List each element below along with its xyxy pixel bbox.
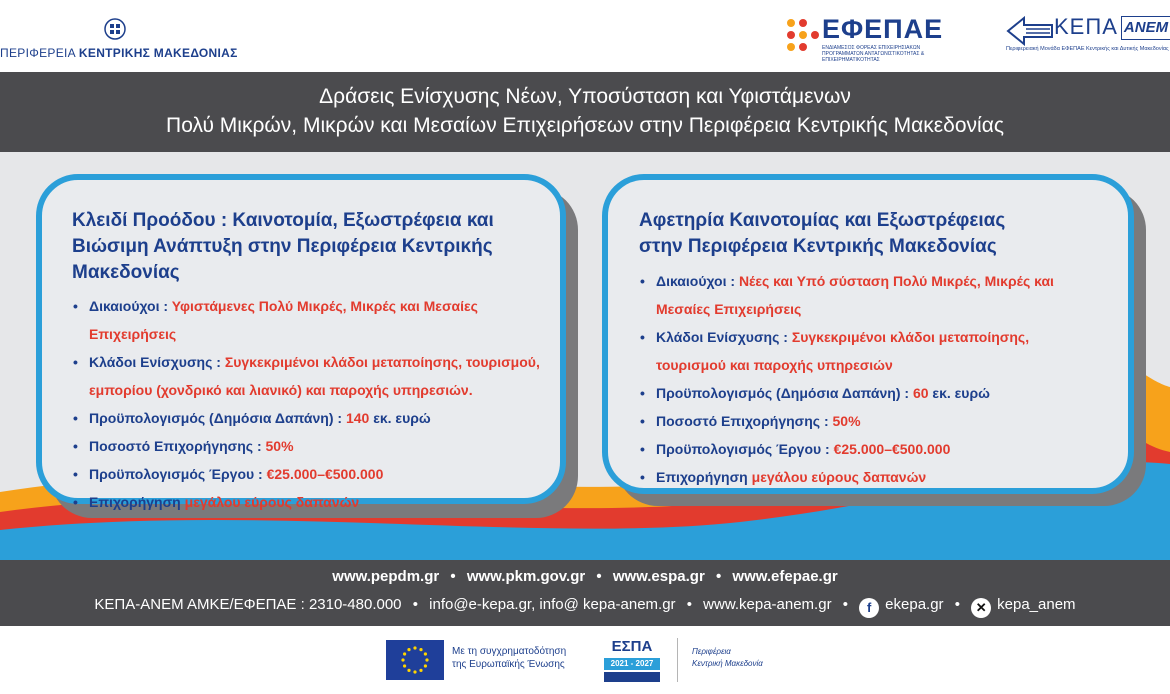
highlight-value: 60 [912,385,929,401]
highlight-value: μεγάλου εύρους δαπανών [184,494,360,510]
website-links-row [0,568,1170,585]
region-logo [0,8,250,64]
region-logo-main: ΚΕΝΤΡΙΚΗΣ ΜΑΚΕΔΟΝΙΑΣ [78,46,238,60]
x-twitter-icon[interactable]: ✕ [971,598,991,618]
bullet-icon: • [640,385,645,401]
greek-emblem-icon [104,18,126,40]
card-title [72,208,542,286]
bullet-icon: • [73,466,78,482]
list-item: • Ποσοστό Επιχορήγησης : 50% [636,407,1116,435]
divider [677,638,678,682]
card-title-line: Μακεδονίας [72,262,180,283]
highlight-value: 140 [345,410,370,426]
list-item: • Δικαιούχοι : Νέες και Υπό σύσταση Πολύ Μικρές, Μικρές και Μεσαίες Επιχειρήσεις [636,267,1116,323]
separator-dot: • [686,596,692,613]
contact-row [0,596,1170,618]
highlight-value: 50% [265,438,294,454]
page-title-line-2: Πολύ Μικρών, Μικρών και Μεσαίων Επιχειρήσεων στην Περιφέρεια Κεντρικής Μακεδονίας [166,114,1004,137]
region-logo-prefix: ΠΕΡΙΦΕΡΕΙΑ [0,46,76,60]
espa-logo [602,638,662,682]
link-pepdm[interactable]: www.pepdm.gr [332,568,440,585]
list-item: • Δικαιούχοι : Υφιστάμενες Πολύ Μικρές, Μικρές και Μεσαίες Επιχειρήσεις [69,292,549,348]
efepae-logo [786,14,946,63]
bullet-icon: • [640,329,645,345]
highlight-value: μεγάλου εύρους δαπανών [751,469,927,485]
contact-website[interactable]: www.kepa-anem.gr [703,596,832,613]
card-details-list [69,292,549,516]
espa-name: ΕΣΠΑ [611,638,653,655]
highlight-value: 50% [832,413,861,429]
separator-dot: • [842,596,848,613]
bullet-icon: • [640,441,645,457]
list-item: • Προϋπολογισμός Έργου : €25.000–€500.000 [69,460,549,488]
highlight-value-cont: εμπορίου (χονδρικό και λιανικό) και παροχής υπηρεσιών. [89,382,473,398]
list-item: • Κλάδοι Ενίσχυσης : Συγκεκριμένοι κλάδοι μεταποίησης, τουρισμού και παροχής υπηρεσιών [636,323,1116,379]
kepa-subtitle: Περιφερειακή Μονάδα ΕΦΕΠΑΕ Κεντρικής και Δυτικής Μακεδονίας [1006,46,1169,52]
bullet-icon: • [73,354,78,370]
eu-cofunding-text: Με τη συγχρηματοδότηση της Ευρωπαϊκής Ένωσης [452,646,567,670]
bullet-icon: • [73,494,78,510]
highlight-value: €25.000–€500.000 [266,466,384,482]
bullet-icon: • [640,469,645,485]
link-espa[interactable]: www.espa.gr [612,568,705,585]
list-item: • Προϋπολογισμός (Δημόσια Δαπάνη) : 60 εκ. ευρώ [636,379,1116,407]
separator-dot: • [715,568,722,585]
link-efepae[interactable]: www.efepae.gr [732,568,838,585]
card-title-line: Κλειδί Προόδου : Καινοτομία, Εξωστρέφεια και [72,210,494,231]
list-item: • Κλάδοι Ενίσχυσης : Συγκεκριμένοι κλάδοι μεταποίησης, τουρισμού, εμπορίου (χονδρικό και λιανικό) και παροχής υπηρεσιών. [69,348,549,404]
region-logo-text [0,46,238,60]
list-item: • Προϋπολογισμός (Δημόσια Δαπάνη) : 140 εκ. ευρώ [69,404,549,432]
separator-dot: • [450,568,456,585]
card-title-line: Αφετηρία Καινοτομίας και Εξωστρέφειας [639,210,1006,231]
bullet-icon: • [73,410,78,426]
highlight-value: €25.000–€500.000 [833,441,951,457]
funding-logos-bar [0,626,1170,694]
highlight-value: Νέες και Υπό σύσταση Πολύ Μικρές, Μικρές και [738,273,1054,289]
top-logo-bar [0,0,1170,72]
highlight-value: Συγκεκριμένοι κλάδοι μεταποίησης, [791,329,1030,345]
bullet-icon: • [73,438,78,454]
facebook-handle[interactable]: ekepa.gr [885,596,944,613]
separator-dot: • [412,596,418,613]
highlight-value-cont: Μεσαίες Επιχειρήσεις [656,301,802,317]
highlight-value: Υφιστάμενες Πολύ Μικρές, Μικρές και Μεσαίες Επιχειρήσεις [89,298,478,342]
program-card-left [36,174,566,510]
kepa-arrow-icon [1006,16,1054,46]
highlight-value: Συγκεκριμένοι κλάδοι μεταποίησης, τουρισμού, [224,354,540,370]
main-content [0,152,1170,560]
program-card-right [602,174,1134,494]
eu-flag-icon [386,640,444,680]
title-band [0,72,1170,152]
x-handle[interactable]: kepa_anem [997,596,1076,613]
list-item: • Προϋπολογισμός Έργου : €25.000–€500.000 [636,435,1116,463]
facebook-icon[interactable]: f [859,598,879,618]
highlight-value-cont: τουρισμού και παροχής υπηρεσιών [656,357,893,373]
link-pkm[interactable]: www.pkm.gov.gr [466,568,586,585]
card-title-line: στην Περιφέρεια Κεντρικής Μακεδονίας [639,236,997,257]
espa-years: 2021 - 2027 [604,658,660,670]
contact-emails[interactable]: info@e-kepa.gr, info@ kepa-anem.gr [429,596,676,613]
contact-org-phone: ΚΕΠΑ-ΑΝΕΜ ΑΜΚΕ/ΕΦΕΠΑΕ : 2310-480.000 [94,596,402,613]
bullet-icon: • [73,298,78,314]
kepa-anem-logo [1006,14,1170,58]
region-small-logo: Περιφέρεια Κεντρική Μακεδονία [692,647,763,668]
kepa-name: ΚΕΠΑ [1054,14,1118,39]
list-item: • Επιχορήγηση μεγάλου εύρους δαπανών [69,488,549,516]
efepae-dots-icon [786,18,820,52]
list-item: • Ποσοστό Επιχορήγησης : 50% [69,432,549,460]
espa-subbar [604,672,660,682]
bullet-icon: • [640,273,645,289]
card-title [639,208,1109,260]
bullet-icon: • [640,413,645,429]
efepae-name: ΕΦΕΠΑΕ [822,14,944,44]
footer-band [0,560,1170,626]
anem-name: ΑΝΕΜ [1121,16,1170,40]
list-item: • Επιχορήγηση μεγάλου εύρους δαπανών [636,463,1116,491]
separator-dot: • [954,596,960,613]
separator-dot: • [596,568,602,585]
efepae-subtitle: ΕΝΔΙΑΜΕΣΟΣ ΦΟΡΕΑΣ ΕΠΙΧΕΙΡΗΣΙΑΚΩΝ ΠΡΟΓΡΑΜΜΑΤΩΝ ΑΝΤΑΓΩΝΙΣΤΙΚΟΤΗΤΑΣ & ΕΠΙΧΕΙΡΗΜΑΤΙΚΟΤΗΤΑΣ [822,45,925,63]
card-title-line: Βιώσιμη Ανάπτυξη στην Περιφέρεια Κεντρικής [72,236,493,257]
page-title-line-1: Δράσεις Ενίσχυσης Νέων, Υποσύσταση και Υφιστάμενων [319,85,851,108]
card-details-list [636,267,1116,491]
